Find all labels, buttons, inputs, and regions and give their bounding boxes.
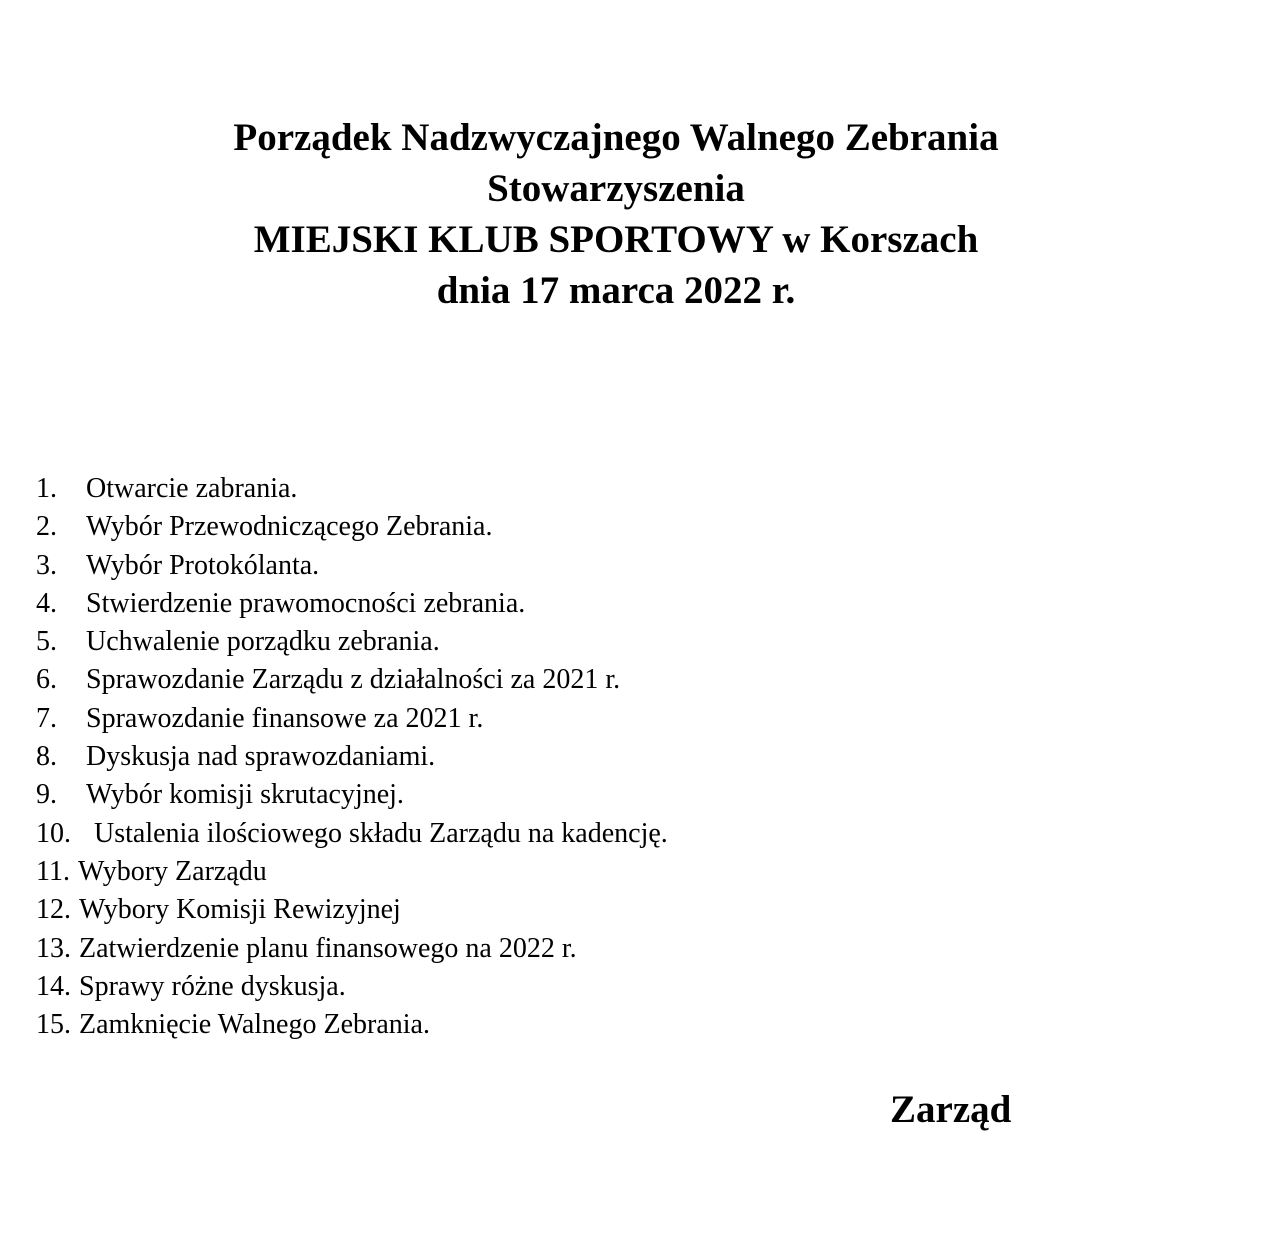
agenda-list xyxy=(36,470,668,1044)
agenda-item-text: Wybory Zarządu xyxy=(77,855,267,887)
agenda-item-text: Stwierdzenie prawomocności zebrania. xyxy=(86,587,526,619)
agenda-item xyxy=(36,930,668,968)
agenda-item xyxy=(36,623,668,661)
agenda-item-number: 3. xyxy=(36,549,57,581)
agenda-item-text: Zatwierdzenie planu finansowego na 2022 r. xyxy=(79,932,577,964)
agenda-item xyxy=(36,891,668,929)
title-line-3: MIEJSKI KLUB SPORTOWY w Korszach xyxy=(253,218,979,261)
agenda-item-text: Wybór Protokólanta. xyxy=(86,549,320,581)
agenda-item-text: Sprawozdanie Zarządu z działalności za 2021 r. xyxy=(86,664,621,696)
agenda-item-text: Sprawy różne dyskusja. xyxy=(79,970,346,1002)
agenda-item-number: 2. xyxy=(36,511,57,543)
agenda-item xyxy=(36,470,668,508)
agenda-item-number: 9. xyxy=(36,779,57,811)
agenda-item xyxy=(36,968,668,1006)
agenda-item xyxy=(36,776,668,814)
agenda-item-number: 5. xyxy=(36,626,57,658)
agenda-item xyxy=(36,738,668,776)
agenda-item xyxy=(36,853,668,891)
signature: Zarząd xyxy=(890,1088,1012,1131)
agenda-item-number: 7. xyxy=(36,702,57,734)
agenda-item-text: Dyskusja nad sprawozdaniami. xyxy=(86,741,436,773)
agenda-item-text: Uchwalenie porządku zebrania. xyxy=(86,626,440,658)
agenda-item-number: 4. xyxy=(36,587,57,619)
agenda-item-number: 12. xyxy=(36,894,71,926)
agenda-item-number: 6. xyxy=(36,664,57,696)
agenda-item-text: Ustalenia ilościowego składu Zarządu na kadencję. xyxy=(94,817,668,849)
agenda-item xyxy=(36,1006,668,1044)
agenda-item-number: 11. xyxy=(36,855,70,887)
title-line-4: dnia 17 marca 2022 r. xyxy=(436,269,796,312)
agenda-item xyxy=(36,815,668,853)
agenda-item-text: Wybór Przewodniczącego Zebrania. xyxy=(86,511,493,543)
agenda-item-number: 1. xyxy=(36,473,57,504)
agenda-item xyxy=(36,547,668,585)
agenda-item xyxy=(36,700,668,738)
agenda-item-number: 15. xyxy=(36,1009,71,1041)
document-title xyxy=(0,112,1232,316)
agenda-item-text: Sprawozdanie finansowe za 2021 r. xyxy=(86,702,484,734)
agenda-item-text: Otwarcie zabrania. xyxy=(86,473,298,504)
title-line-1: Porządek Nadzwyczajnego Walnego Zebrania xyxy=(233,116,999,159)
agenda-item xyxy=(36,661,668,699)
title-line-2: Stowarzyszenia xyxy=(487,167,745,210)
agenda-item-text: Zamknięcie Walnego Zebrania. xyxy=(79,1009,430,1041)
agenda-item-number: 13. xyxy=(36,932,71,964)
agenda-item-number: 14. xyxy=(36,970,71,1002)
agenda-item-text: Wybory Komisji Rewizyjnej xyxy=(79,894,401,926)
agenda-item-number: 8. xyxy=(36,741,57,773)
agenda-item-number: 10. xyxy=(36,817,71,849)
agenda-item-text: Wybór komisji skrutacyjnej. xyxy=(86,779,404,811)
agenda-item xyxy=(36,508,668,546)
agenda-item xyxy=(36,585,668,623)
